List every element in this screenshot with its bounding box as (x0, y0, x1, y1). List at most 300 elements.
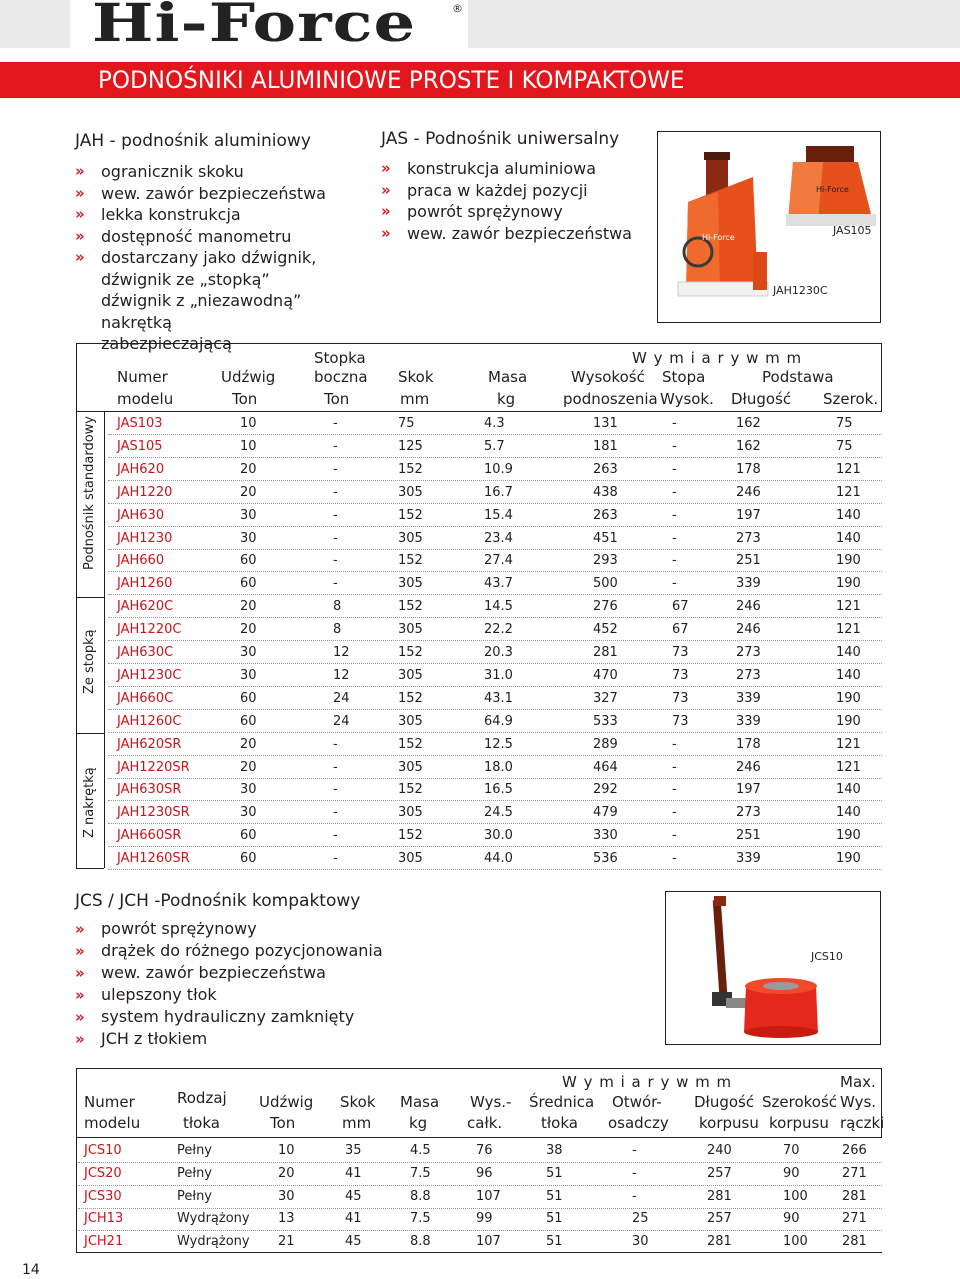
table-row-model: JAH1260 (117, 576, 173, 592)
table-cell: 67 (672, 599, 689, 615)
table-cell: 266 (842, 1143, 867, 1158)
table-cell: 121 (836, 599, 861, 615)
feature-text: ulepszony tłok (101, 985, 217, 1004)
feature-text: system hydrauliczny zamknięty (101, 1007, 355, 1026)
table-cell: 140 (836, 507, 861, 523)
table-cell: 281 (842, 1188, 867, 1204)
table-cell: 273 (736, 667, 761, 683)
chevron-right-icon: » (381, 202, 389, 220)
t2-h-tloka2: tłoka (541, 1114, 578, 1132)
table-cell: 438 (593, 484, 618, 500)
table-cell: 10.9 (484, 461, 513, 477)
chevron-right-icon: » (75, 986, 83, 1004)
table-row-model: JAH1220SR (117, 759, 190, 775)
chevron-right-icon: » (75, 162, 83, 180)
row-separator (108, 480, 882, 481)
row-separator (108, 594, 882, 595)
table-cell: 152 (398, 461, 423, 477)
table-cell: 273 (736, 530, 761, 546)
t2-h-mm: mm (342, 1114, 372, 1132)
t1-h-masa: Masa (488, 368, 528, 386)
table-cell: 30.0 (484, 828, 513, 844)
table-cell: 339 (736, 851, 761, 867)
table-cell: 251 (736, 828, 761, 844)
table-cell: 246 (736, 759, 761, 775)
table-cell: 263 (593, 507, 618, 523)
table-cell: - (632, 1188, 637, 1204)
table-row-model: JCS30 (84, 1188, 122, 1204)
table-row-model: JAH1230 (117, 530, 173, 546)
table-cell: 152 (398, 553, 423, 569)
t1-group-label-standard: Podnośnik standardowy (82, 415, 97, 570)
t1-h-kg: kg (497, 390, 516, 408)
table-cell: 152 (398, 736, 423, 752)
compact-jack-illustration-icon (666, 892, 881, 1045)
table-cell: 190 (836, 713, 861, 729)
table-cell: - (672, 805, 677, 821)
table-cell: 20 (240, 736, 257, 752)
table-cell: 305 (398, 576, 423, 592)
t1-h-dlugosc: Długość (731, 390, 792, 408)
table-cell: 20 (240, 599, 257, 615)
row-separator (108, 686, 882, 687)
chevron-right-icon: » (75, 1008, 83, 1026)
table-cell: 121 (836, 736, 861, 752)
table-cell: 289 (593, 736, 618, 752)
table-cell: 107 (476, 1234, 501, 1250)
table-row-model: JCS20 (84, 1165, 122, 1181)
feature-text: zabezpieczającą (101, 334, 232, 353)
t2-h-ton: Ton (270, 1114, 296, 1132)
t2-h-modelu: modelu (84, 1114, 141, 1132)
row-separator (108, 571, 882, 572)
chevron-right-icon: » (381, 223, 389, 242)
table-cell: 70 (783, 1143, 800, 1158)
table-cell: 140 (836, 805, 861, 821)
table-cell: 131 (593, 416, 618, 431)
table-cell: Wydrążony (177, 1211, 250, 1227)
row-separator (108, 503, 882, 504)
table-cell: - (333, 782, 338, 798)
table-cell: 162 (736, 438, 761, 454)
feature-item (381, 223, 651, 245)
table-cell: 7.5 (410, 1211, 431, 1227)
t1-h-wysokosc: Wysokość (571, 368, 645, 386)
table-cell: 20 (240, 461, 257, 477)
feature-text: konstrukcja aluminiowa (407, 159, 597, 178)
table1-group-sep-1 (76, 597, 104, 598)
row-separator (78, 1185, 882, 1186)
table-cell: 152 (398, 645, 423, 660)
t1-h-stopka: Stopka (314, 349, 366, 367)
table-cell: 452 (593, 622, 618, 638)
table-cell: 60 (240, 576, 257, 592)
table-cell: - (672, 576, 677, 592)
table-cell: 305 (398, 530, 423, 546)
row-separator (108, 800, 882, 801)
t1-group-label-foot: Ze stopką (82, 629, 97, 694)
jcs-title: JCS / JCH -Podnośnik kompaktowy (75, 891, 361, 911)
table-cell: - (333, 438, 338, 454)
table-cell: 23.4 (484, 530, 513, 546)
table-row-model: JCH13 (84, 1211, 124, 1227)
table-cell: 64.9 (484, 713, 513, 729)
t2-h-otwor: Otwór- (612, 1093, 662, 1111)
table-cell: 51 (546, 1211, 563, 1227)
table-cell: - (672, 759, 677, 775)
table-cell: 73 (672, 690, 689, 706)
table-cell: 140 (836, 645, 861, 660)
table-cell: 197 (736, 507, 761, 523)
jas105-label: JAS105 (833, 224, 872, 237)
feature-item (381, 180, 651, 202)
table-cell: 140 (836, 782, 861, 798)
t2-h-wys: Wys.- (470, 1093, 512, 1111)
table-cell: 99 (476, 1211, 493, 1227)
table-cell: - (333, 851, 338, 867)
row-separator (108, 846, 882, 847)
table2-bottom (76, 1252, 882, 1253)
table-cell: - (333, 828, 338, 844)
table-row-model: JAH660 (117, 553, 165, 569)
t1-h-stopa: Stopa (662, 368, 706, 386)
feature-item-continued (75, 269, 375, 291)
table-cell: 41 (345, 1165, 362, 1181)
table-cell: 12 (333, 645, 350, 660)
table-cell: - (333, 507, 338, 523)
registered-mark: ® (452, 2, 463, 15)
feature-item (381, 201, 651, 223)
table2-left-border (76, 1068, 77, 1253)
table-cell: 24 (333, 713, 350, 729)
table-cell: - (672, 416, 677, 431)
table-cell: 41 (345, 1211, 362, 1227)
row-separator (108, 640, 882, 641)
row-separator (108, 663, 882, 664)
table-cell: 96 (476, 1165, 493, 1181)
table-row-model: JAS105 (117, 438, 163, 454)
t2-h-wys2: Wys. (840, 1093, 877, 1111)
table-cell: 18.0 (484, 759, 513, 775)
table-cell: 73 (672, 645, 689, 660)
table-cell: 121 (836, 622, 861, 638)
table-cell: 197 (736, 782, 761, 798)
page-number: 14 (22, 1262, 40, 1278)
table-cell: 305 (398, 713, 423, 729)
table-row-model: JAH1260SR (117, 851, 190, 867)
table-cell: 8 (333, 599, 342, 615)
table-cell: 8 (333, 622, 342, 638)
jas-feature-list (381, 158, 651, 244)
chevron-right-icon: » (75, 942, 83, 960)
table-cell: 281 (593, 645, 618, 660)
feature-item (75, 962, 405, 984)
feature-text: ogranicznik skoku (101, 162, 244, 181)
table-cell: 107 (476, 1188, 501, 1204)
table-cell: 16.7 (484, 484, 513, 500)
table-cell: 140 (836, 667, 861, 683)
table-cell: 100 (783, 1234, 808, 1250)
t1-h-szerok: Szerok. (823, 390, 879, 408)
table-row-model: JCH21 (84, 1234, 124, 1250)
table-cell: 246 (736, 484, 761, 500)
product-photo-jcs (665, 891, 881, 1045)
row-separator (108, 778, 882, 779)
table-cell: 10 (240, 438, 257, 454)
row-separator (108, 755, 882, 756)
table-cell: 536 (593, 851, 618, 867)
table-cell: 121 (836, 461, 861, 477)
chevron-right-icon: » (75, 248, 83, 266)
table-cell: 12 (333, 667, 350, 683)
table-cell: - (672, 851, 677, 867)
chevron-right-icon: » (381, 159, 389, 177)
table-cell: 44.0 (484, 851, 513, 867)
table-row-model: JAH1220C (117, 622, 182, 638)
feature-text: powrót sprężynowy (101, 919, 257, 938)
table-cell: 67 (672, 622, 689, 638)
table-cell: 125 (398, 438, 423, 454)
table-cell: 38 (546, 1143, 563, 1158)
table-cell: 21 (278, 1234, 295, 1250)
table-row-model: JCS10 (84, 1143, 122, 1158)
t2-h-srednica: Średnica (529, 1093, 595, 1111)
table-cell: 60 (240, 690, 257, 706)
t2-h-tloka: tłoka (183, 1114, 220, 1132)
jack-brand-mark-2: Hi-Force (816, 185, 849, 194)
page-title: PODNOŚNIKI ALUMINIOWE PROSTE I KOMPAKTOWE (98, 66, 685, 94)
table-cell: 30 (240, 645, 257, 660)
t2-h-raczki: rączki (840, 1114, 885, 1132)
table-cell: - (333, 484, 338, 500)
table-cell: 20.3 (484, 645, 513, 660)
table-cell: - (333, 553, 338, 569)
table-cell: 152 (398, 828, 423, 844)
table-cell: 10 (278, 1143, 295, 1158)
table-cell: 100 (783, 1188, 808, 1204)
feature-item (75, 161, 375, 183)
table-cell: 24.5 (484, 805, 513, 821)
table-cell: 5.7 (484, 438, 505, 454)
t2-h-numer: Numer (84, 1093, 135, 1111)
feature-text: powrót sprężynowy (407, 202, 563, 221)
table-cell: 152 (398, 507, 423, 523)
row-separator (78, 1230, 882, 1231)
chevron-right-icon: » (381, 180, 389, 199)
table-cell: 152 (398, 690, 423, 706)
t2-h-masa: Masa (400, 1093, 440, 1111)
table-cell: 479 (593, 805, 618, 821)
table-cell: 75 (398, 416, 415, 431)
table-cell: 60 (240, 713, 257, 729)
table-cell: - (333, 530, 338, 546)
t1-h-ton2: Ton (324, 390, 350, 408)
table-row-model: JAH660C (117, 690, 174, 706)
t1-h-udzwig: Udźwig (221, 368, 276, 386)
table-cell: 15.4 (484, 507, 513, 523)
feature-text: wew. zawór bezpieczeństwa (407, 223, 632, 243)
table-cell: 4.3 (484, 416, 505, 431)
table-cell: 178 (736, 736, 761, 752)
table-cell: 20 (278, 1165, 295, 1181)
table-cell: - (333, 736, 338, 752)
t1-h-boczna: boczna (314, 368, 368, 386)
t1-group-label-nut: Z nakrętką (82, 767, 97, 838)
row-separator (108, 526, 882, 527)
feature-text: praca w każdej pozycji (407, 180, 588, 200)
table-cell: 190 (836, 576, 861, 592)
table-cell: 240 (707, 1143, 732, 1158)
table-cell: 271 (842, 1165, 867, 1181)
table-cell: 24 (333, 690, 350, 706)
chevron-right-icon: » (75, 1030, 83, 1048)
table-cell: 281 (842, 1234, 867, 1250)
table-cell: 327 (593, 690, 618, 706)
chevron-right-icon: » (75, 183, 83, 202)
table1-bottom (76, 868, 104, 869)
table-cell: 35 (345, 1143, 362, 1158)
table-cell: 27.4 (484, 553, 513, 569)
header-bg-right (468, 0, 960, 48)
table-row-model: JAH620 (117, 461, 165, 477)
table-cell: 263 (593, 461, 618, 477)
row-separator (108, 457, 882, 458)
table-cell: 13 (278, 1211, 295, 1227)
table-cell: 90 (783, 1165, 800, 1181)
table-cell: - (672, 461, 677, 477)
table-row-model: JAS103 (117, 416, 163, 431)
table-cell: 257 (707, 1211, 732, 1227)
table-cell: 20 (240, 622, 257, 638)
table-cell: 8.8 (410, 1188, 431, 1204)
table-row-model: JAH1260C (117, 713, 182, 729)
t2-h-osadczy: osadczy (608, 1114, 669, 1132)
feature-item (75, 183, 375, 205)
table-cell: 43.7 (484, 576, 513, 592)
t2-h-korpusu1: korpusu (699, 1114, 759, 1132)
table-row-model: JAH1230C (117, 667, 182, 683)
table-cell: 451 (593, 530, 618, 546)
jcs-feature-list (75, 918, 405, 1050)
table-cell: 162 (736, 416, 761, 431)
table-cell: 14.5 (484, 599, 513, 615)
table-cell: - (672, 828, 677, 844)
t2-h-rodzaj: Rodzaj (177, 1089, 227, 1107)
table-cell: 30 (240, 805, 257, 821)
table-cell: 190 (836, 690, 861, 706)
table-cell: 60 (240, 851, 257, 867)
table-cell: 292 (593, 782, 618, 798)
table-cell: 30 (278, 1188, 295, 1204)
table-cell: 45 (345, 1234, 362, 1250)
table-cell: 30 (632, 1234, 649, 1250)
table-cell: 305 (398, 805, 423, 821)
t1-h-podnoszenia: podnoszenia (563, 390, 658, 408)
table-cell: 273 (736, 645, 761, 660)
jcs10-label: JCS10 (811, 950, 843, 963)
table-cell: 246 (736, 622, 761, 638)
table-cell: - (632, 1143, 637, 1158)
feature-item (75, 226, 375, 248)
table-cell: 16.5 (484, 782, 513, 798)
table-cell: 76 (476, 1143, 493, 1158)
table-cell: 533 (593, 713, 618, 729)
t1-h-mm: mm (400, 390, 430, 408)
table-cell: - (333, 759, 338, 775)
table-cell: 500 (593, 576, 618, 592)
table-cell: - (672, 484, 677, 500)
row-separator (78, 1162, 882, 1163)
t2-h-korpusu2: korpusu (769, 1114, 829, 1132)
table-cell: Wydrążony (177, 1234, 250, 1250)
table-cell: Pełny (177, 1165, 213, 1181)
feature-item (75, 247, 375, 269)
table-cell: 152 (398, 782, 423, 798)
table-cell: 190 (836, 851, 861, 867)
brand-logo: Hi-Force (92, 0, 417, 54)
table-row-model: JAH630C (117, 645, 174, 660)
table-cell: 90 (783, 1211, 800, 1227)
table-cell: 190 (836, 553, 861, 569)
table1-group-sep-2 (76, 733, 104, 734)
table-cell: 305 (398, 759, 423, 775)
feature-text: dźwignik ze „stopką” (101, 269, 270, 289)
table-cell: - (672, 782, 677, 798)
jah1230c-label: JAH1230C (773, 284, 828, 297)
table-cell: 31.0 (484, 667, 513, 683)
row-separator (108, 434, 882, 435)
table-cell: 20 (240, 759, 257, 775)
table-cell: - (672, 507, 677, 523)
chevron-right-icon: » (75, 205, 83, 223)
table-row-model: JAH620C (117, 599, 174, 615)
chevron-right-icon: » (75, 920, 83, 938)
feature-text: dostarczany jako dźwignik, (101, 248, 317, 267)
table-cell: 4.5 (410, 1143, 431, 1158)
t2-h-skok: Skok (340, 1093, 376, 1111)
table-cell: 305 (398, 622, 423, 638)
table-cell: 75 (836, 416, 853, 431)
t2-h-calk: całk. (467, 1114, 503, 1132)
feature-item (75, 940, 405, 962)
table1-group-divider (104, 411, 105, 868)
table-cell: 273 (736, 805, 761, 821)
table-cell: 20 (240, 484, 257, 500)
table-cell: 8.8 (410, 1234, 431, 1250)
table-cell: 73 (672, 713, 689, 729)
t2-h-udzwig: Udźwig (259, 1093, 314, 1111)
table-cell: - (333, 576, 338, 592)
table-cell: 60 (240, 828, 257, 844)
table-row-model: JAH630 (117, 507, 165, 523)
table-cell: 339 (736, 713, 761, 729)
row-separator (78, 1208, 882, 1209)
table-cell: - (333, 416, 338, 431)
t2-group-header: W y m i a r y w m m (562, 1073, 733, 1091)
feature-item (75, 1006, 405, 1028)
t1-h-ton1: Ton (232, 390, 258, 408)
table-cell: 7.5 (410, 1165, 431, 1181)
row-separator (108, 709, 882, 710)
feature-text: JCH z tłokiem (101, 1029, 208, 1048)
table-cell: 30 (240, 782, 257, 798)
table-cell: 339 (736, 690, 761, 706)
table-cell: 12.5 (484, 736, 513, 752)
feature-item (381, 158, 651, 180)
table-cell: 75 (836, 438, 853, 454)
table-cell: 25 (632, 1211, 649, 1227)
feature-item (75, 1028, 405, 1050)
